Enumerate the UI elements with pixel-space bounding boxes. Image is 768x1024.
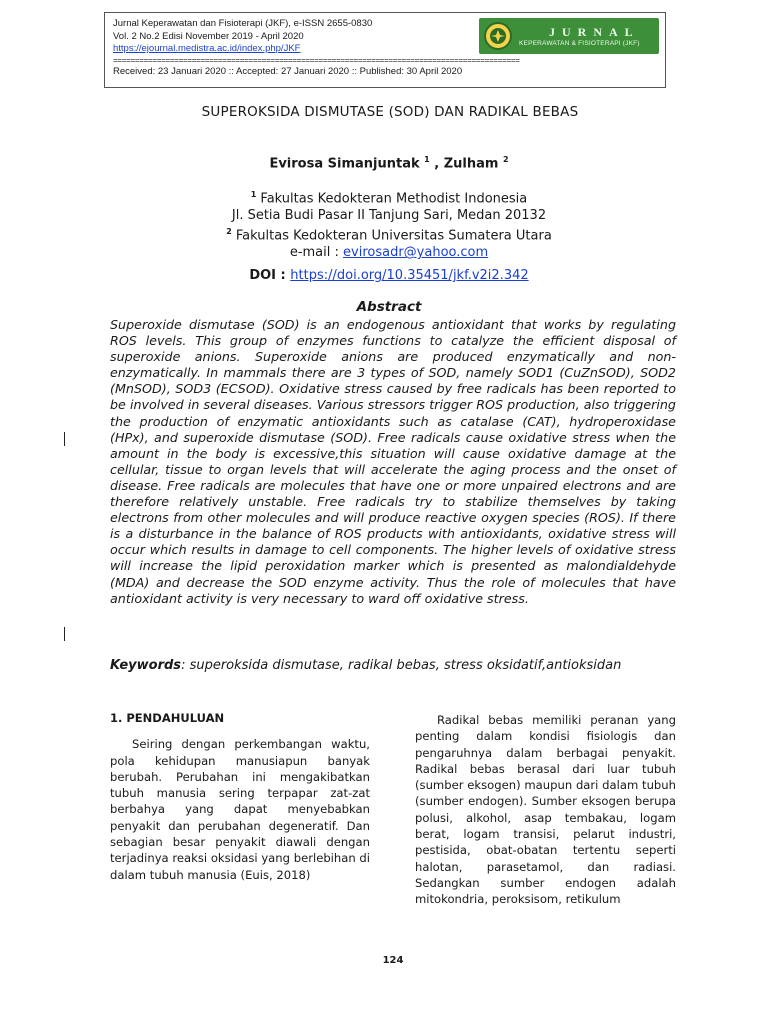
- right-paragraph: Radikal bebas memiliki peranan yang penting dalam kondisi fisiologis dan pengaruhnya dalam berbagai penyakit. Radikal bebas berasal dari luar tubuh (sumber eksogen) maupun dari dalam tubuh (sumber endogen). Sumber eksogen berupa polusi, alkohol, asap tembakau, logam berat, logam transisi, pelarut industri, pestisida, obat-obatan tertentu seperti halotan, parasetamol, dan radiasi. Sedangkan sumber endogen adalah mitokondria, peroksisom, retikulum: [415, 713, 676, 907]
- abstract-text: Superoxide dismutase (SOD) is an endogenous antioxidant that works by regulating ROS levels. This group of enzymes functions to catalyze the efficient disposal of superoxide anions. Superoxide anions are produced enzymatically and non-enzymatically. In mammals there are 3 types of SOD, namely SOD1 (CuZnSOD), SOD2 (MnSOD), SOD3 (ECSOD). Oxidative stress caused by free radicals has been reported to be involved in several diseases. Various stressors trigger ROS production, also triggering the production of enzymatic antioxidants such as catalase (CAT), hydroperoxidase (HPx), and superoxide dismutase (SOD). Free radicals cause oxidative stress when the amount in the body is excessive,this situation will cause oxidative damage at the cellular, tissue to organ levels that will accelerate the aging process and the onset of disease. Free radicals are molecules that have one or more unpaired electrons and are therefore relatively unstable. Free radicals try to stabilize themselves by taking electrons from other molecules and will produce reactive oxygen species (ROS). If there is a disturbance in the balance of ROS products with antioxidants, oxidative stress will occur which results in damage to cell components. The higher levels of oxidative stress will increase the lipid peroxidation marker which is presented as malondialdehyde (MDA) and decrease the SOD enzyme activity. Thus the role of molecules that have antioxidant activity is very necessary to ward off oxidative stress.: [110, 317, 676, 606]
- author-separator: ,: [429, 156, 444, 172]
- section-heading: 1. PENDAHULUAN: [110, 711, 225, 725]
- revision-bar-mark: [64, 627, 65, 641]
- author-1: Evirosa Simanjuntak: [269, 156, 420, 172]
- journal-name: Jurnal Keperawatan dan Fisioterapi (JKF), e-ISSN 2655-0830: [113, 18, 373, 29]
- affiliation-address: Jl. Setia Budi Pasar II Tanjung Sari, Medan 20132: [231, 207, 547, 223]
- paper-title: SUPEROKSIDA DISMUTASE (SOD) DAN RADIKAL BEBAS: [201, 104, 579, 120]
- email-label: e-mail :: [289, 245, 344, 261]
- journal-header: [104, 12, 666, 88]
- keywords-text: : superoksida dismutase, radikal bebas, stress oksidatif,antioksidan: [181, 658, 622, 673]
- authors-line: [0, 155, 768, 171]
- logo-subtitle: KEPERAWATAN & FISIOTERAPI (JKF): [519, 39, 640, 47]
- revision-bar-mark: [64, 432, 65, 446]
- page-number: 124: [382, 955, 404, 966]
- affiliations: [0, 187, 768, 262]
- left-column: [110, 710, 370, 883]
- affiliation-1-mark: 1: [250, 190, 257, 199]
- doi-label: DOI :: [249, 268, 291, 283]
- email-link[interactable]: evirosadr@yahoo.com: [343, 245, 489, 261]
- journal-url-link[interactable]: https://ejournal.medistra.ac.id/index.php/JKF: [113, 43, 301, 54]
- left-paragraph: Seiring dengan perkembangan waktu, pola kehidupan manusiapun banyak berubah. Perubahan ini mengakibatkan tubuh manusia sering terpapar zat-zat berbahya yang dapat menyebabkan penyakit dan perubahan degeneratif. Dan sebagian besar penyakit diawali dengan terjadinya reaksi oksidasi yang berlebihan di dalam tubuh manusia (Euis, 2018): [110, 737, 370, 882]
- header-separator: =============================================================================================: [113, 55, 520, 65]
- author-1-affiliation-mark: 1: [424, 155, 430, 164]
- logo-emblem-icon: [483, 21, 513, 51]
- logo-text: [519, 25, 640, 48]
- abstract-heading: Abstract: [356, 299, 422, 315]
- keywords-line: [110, 658, 730, 673]
- affiliation-2-mark: 2: [226, 227, 232, 237]
- logo-title: JURNAL: [549, 24, 640, 39]
- publication-dates: Received: 23 Januari 2020 :: Accepted: 27 Januari 2020 :: Published: 30 April 2020: [113, 65, 463, 77]
- affiliation-1-name: Fakultas Kedokteran Methodist Indonesia: [256, 191, 528, 207]
- author-2: Zulham: [443, 156, 499, 172]
- keywords-label: Keywords: [110, 658, 182, 673]
- affiliation-2: [0, 224, 768, 245]
- email-line: [0, 245, 768, 262]
- affiliation-2-name: Fakultas Kedokteran Universitas Sumatera Utara: [231, 228, 552, 244]
- affiliation-1: [0, 187, 768, 208]
- author-2-affiliation-mark: 2: [502, 155, 509, 164]
- doi-line: [0, 268, 768, 283]
- journal-volume: Vol. 2 No.2 Edisi November 2019 - April 2020: [113, 30, 304, 42]
- journal-logo: [479, 18, 659, 54]
- right-column: [415, 712, 676, 908]
- doi-link[interactable]: https://doi.org/10.35451/jkf.v2i2.342: [290, 268, 529, 283]
